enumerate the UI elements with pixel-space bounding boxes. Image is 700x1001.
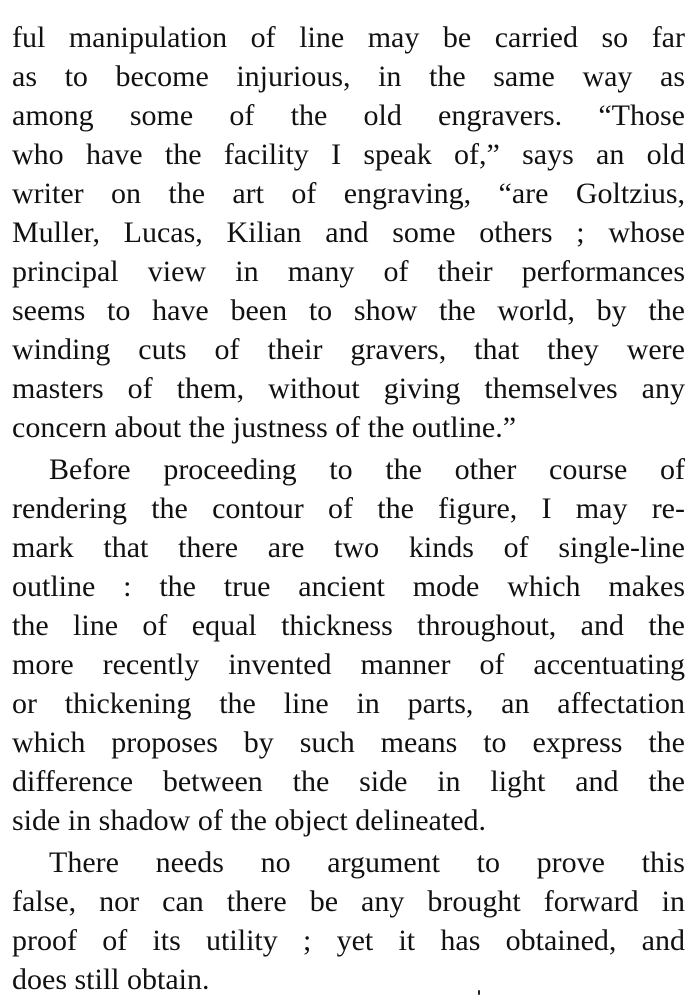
text-line: There needs no argument to prove this xyxy=(49,846,685,879)
text-line: difference between the side in light and the xyxy=(12,765,685,798)
text-line: or thickening the line in parts, an affectation xyxy=(12,687,685,720)
text-line: proof of its utility ; yet it has obtained, and xyxy=(12,924,685,957)
text-line: Before proceeding to the other course of xyxy=(49,453,685,486)
text-line: mark that there are two kinds of single-line xyxy=(12,531,685,564)
text-line: more recently invented manner of accentuating xyxy=(12,648,685,681)
text-line: principal view in many of their performances xyxy=(12,255,685,288)
text-line: writer on the art of engraving, “are Goltzius, xyxy=(12,177,685,210)
text-line: side in shadow of the object delineated. xyxy=(12,804,487,837)
text-line: masters of them, without giving themselves any xyxy=(12,372,685,405)
text-line: among some of the old engravers. “Those xyxy=(12,99,685,132)
print-speck xyxy=(478,990,480,995)
text-line: seems to have been to show the world, by the xyxy=(12,294,685,327)
text-line: Muller, Lucas, Kilian and some others ; whose xyxy=(12,216,685,249)
text-line: which proposes by such means to express the xyxy=(12,726,685,759)
text-line: rendering the contour of the figure, I may re- xyxy=(12,492,685,525)
text-line: ful manipulation of line may be carried so far xyxy=(12,21,685,54)
text-line: winding cuts of their gravers, that they were xyxy=(12,333,685,366)
text-line: concern about the justness of the outline.” xyxy=(12,411,517,444)
text-line: does still obtain. xyxy=(12,963,210,996)
text-line: the line of equal thickness throughout, and the xyxy=(12,609,685,642)
text-line: outline : the true ancient mode which makes xyxy=(12,570,685,603)
text-line: as to become injurious, in the same way as xyxy=(12,60,685,93)
text-line: false, nor can there be any brought forward in xyxy=(12,885,685,918)
text-line: who have the facility I speak of,” says an old xyxy=(12,138,685,171)
